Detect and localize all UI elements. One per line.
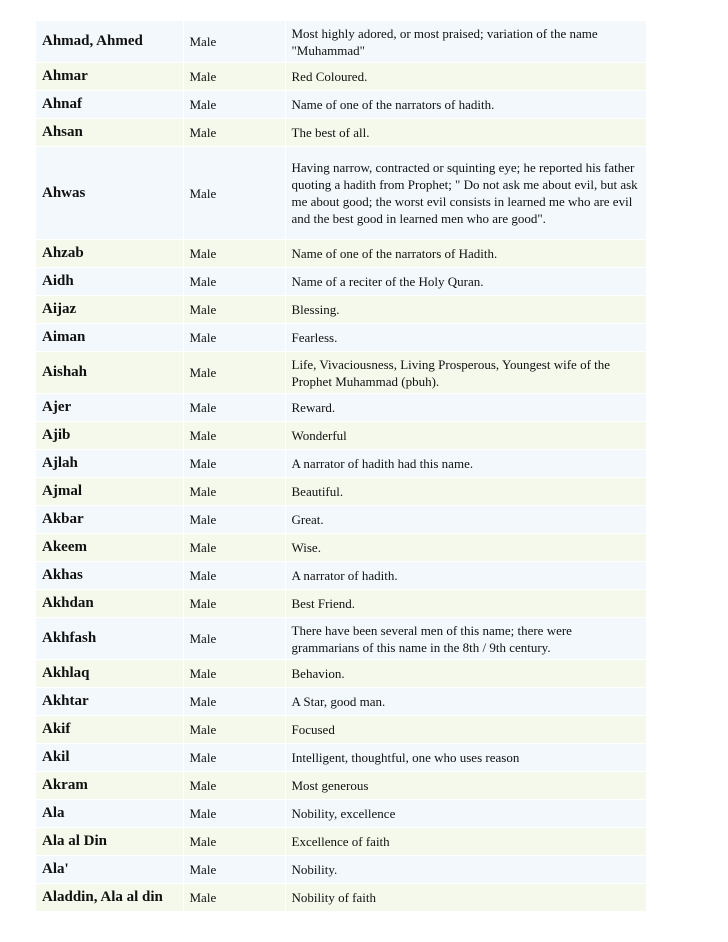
table-row bbox=[36, 506, 646, 534]
table-row bbox=[36, 394, 646, 422]
table-row bbox=[36, 590, 646, 618]
meaning-cell: Red Coloured. bbox=[285, 63, 646, 91]
meaning-cell: Intelligent, thoughtful, one who uses reason bbox=[285, 744, 646, 772]
name-cell: Ahzab bbox=[36, 240, 183, 268]
gender-cell: Male bbox=[183, 450, 285, 478]
name-cell: Aladdin, Ala al din bbox=[36, 884, 183, 912]
name-cell: Ajib bbox=[36, 422, 183, 450]
meaning-cell: Blessing. bbox=[285, 296, 646, 324]
meaning-cell: Great. bbox=[285, 506, 646, 534]
meaning-cell: Wonderful bbox=[285, 422, 646, 450]
table-row bbox=[36, 296, 646, 324]
table-row bbox=[36, 772, 646, 800]
gender-cell: Male bbox=[183, 268, 285, 296]
name-cell: Ala al Din bbox=[36, 828, 183, 856]
name-cell: Ala' bbox=[36, 856, 183, 884]
table-row bbox=[36, 147, 646, 240]
meaning-cell: A narrator of hadith had this name. bbox=[285, 450, 646, 478]
name-cell: Akhfash bbox=[36, 618, 183, 660]
meaning-cell: Most highly adored, or most praised; variation of the name "Muhammad" bbox=[285, 21, 646, 63]
name-cell: Akil bbox=[36, 744, 183, 772]
gender-cell: Male bbox=[183, 660, 285, 688]
gender-cell: Male bbox=[183, 800, 285, 828]
gender-cell: Male bbox=[183, 590, 285, 618]
table-row bbox=[36, 562, 646, 590]
name-cell: Akhas bbox=[36, 562, 183, 590]
table-row bbox=[36, 268, 646, 296]
table-row bbox=[36, 534, 646, 562]
table-row bbox=[36, 716, 646, 744]
name-cell: Akhdan bbox=[36, 590, 183, 618]
gender-cell: Male bbox=[183, 688, 285, 716]
meaning-cell: Nobility. bbox=[285, 856, 646, 884]
gender-cell: Male bbox=[183, 147, 285, 240]
meaning-cell: Reward. bbox=[285, 394, 646, 422]
meaning-cell: Nobility of faith bbox=[285, 884, 646, 912]
meaning-cell: The best of all. bbox=[285, 119, 646, 147]
meaning-cell: Life, Vivaciousness, Living Prosperous, Youngest wife of the Prophet Muhammad (pbuh). bbox=[285, 352, 646, 394]
table-row bbox=[36, 422, 646, 450]
name-cell: Akhtar bbox=[36, 688, 183, 716]
gender-cell: Male bbox=[183, 884, 285, 912]
gender-cell: Male bbox=[183, 506, 285, 534]
gender-cell: Male bbox=[183, 618, 285, 660]
gender-cell: Male bbox=[183, 63, 285, 91]
name-cell: Ahwas bbox=[36, 147, 183, 240]
table-row bbox=[36, 91, 646, 119]
gender-cell: Male bbox=[183, 744, 285, 772]
name-cell: Akhlaq bbox=[36, 660, 183, 688]
name-cell: Akeem bbox=[36, 534, 183, 562]
meaning-cell: A Star, good man. bbox=[285, 688, 646, 716]
gender-cell: Male bbox=[183, 119, 285, 147]
meaning-cell: Focused bbox=[285, 716, 646, 744]
name-cell: Akbar bbox=[36, 506, 183, 534]
name-cell: Ahsan bbox=[36, 119, 183, 147]
table-row bbox=[36, 660, 646, 688]
gender-cell: Male bbox=[183, 716, 285, 744]
name-cell: Ahmar bbox=[36, 63, 183, 91]
gender-cell: Male bbox=[183, 394, 285, 422]
table-row bbox=[36, 63, 646, 91]
meaning-cell: Fearless. bbox=[285, 324, 646, 352]
names-table bbox=[36, 21, 647, 912]
name-cell: Ala bbox=[36, 800, 183, 828]
table-row bbox=[36, 688, 646, 716]
gender-cell: Male bbox=[183, 324, 285, 352]
meaning-cell: Best Friend. bbox=[285, 590, 646, 618]
gender-cell: Male bbox=[183, 91, 285, 119]
meaning-cell: There have been several men of this name; there were grammarians of this name in the 8th / 9th century. bbox=[285, 618, 646, 660]
name-cell: Aiman bbox=[36, 324, 183, 352]
table-row bbox=[36, 828, 646, 856]
gender-cell: Male bbox=[183, 296, 285, 324]
gender-cell: Male bbox=[183, 856, 285, 884]
name-cell: Aidh bbox=[36, 268, 183, 296]
table-row bbox=[36, 856, 646, 884]
table-row bbox=[36, 240, 646, 268]
gender-cell: Male bbox=[183, 562, 285, 590]
meaning-cell: Name of one of the narrators of Hadith. bbox=[285, 240, 646, 268]
gender-cell: Male bbox=[183, 534, 285, 562]
gender-cell: Male bbox=[183, 21, 285, 63]
names-table-body bbox=[36, 21, 646, 912]
meaning-cell: Name of a reciter of the Holy Quran. bbox=[285, 268, 646, 296]
meaning-cell: Behavion. bbox=[285, 660, 646, 688]
table-row bbox=[36, 450, 646, 478]
name-cell: Akram bbox=[36, 772, 183, 800]
gender-cell: Male bbox=[183, 828, 285, 856]
table-row bbox=[36, 478, 646, 506]
meaning-cell: Having narrow, contracted or squinting eye; he reported his father quoting a hadith from Prophet; " Do not ask me about evil, but ask me about good; the worst evil consists in learned me who are evil and the best good in learned men who are good". bbox=[285, 147, 646, 240]
name-cell: Aishah bbox=[36, 352, 183, 394]
name-cell: Akif bbox=[36, 716, 183, 744]
table-row bbox=[36, 744, 646, 772]
table-row bbox=[36, 119, 646, 147]
gender-cell: Male bbox=[183, 478, 285, 506]
gender-cell: Male bbox=[183, 240, 285, 268]
meaning-cell: Wise. bbox=[285, 534, 646, 562]
name-cell: Ajmal bbox=[36, 478, 183, 506]
meaning-cell: Beautiful. bbox=[285, 478, 646, 506]
table-row bbox=[36, 352, 646, 394]
gender-cell: Male bbox=[183, 772, 285, 800]
gender-cell: Male bbox=[183, 352, 285, 394]
name-cell: Ahmad, Ahmed bbox=[36, 21, 183, 63]
name-cell: Ajlah bbox=[36, 450, 183, 478]
meaning-cell: Most generous bbox=[285, 772, 646, 800]
meaning-cell: Excellence of faith bbox=[285, 828, 646, 856]
name-cell: Ajer bbox=[36, 394, 183, 422]
table-row bbox=[36, 884, 646, 912]
meaning-cell: Nobility, excellence bbox=[285, 800, 646, 828]
table-row bbox=[36, 800, 646, 828]
name-cell: Aijaz bbox=[36, 296, 183, 324]
table-row bbox=[36, 21, 646, 63]
gender-cell: Male bbox=[183, 422, 285, 450]
name-cell: Ahnaf bbox=[36, 91, 183, 119]
meaning-cell: Name of one of the narrators of hadith. bbox=[285, 91, 646, 119]
table-row bbox=[36, 618, 646, 660]
meaning-cell: A narrator of hadith. bbox=[285, 562, 646, 590]
table-row bbox=[36, 324, 646, 352]
